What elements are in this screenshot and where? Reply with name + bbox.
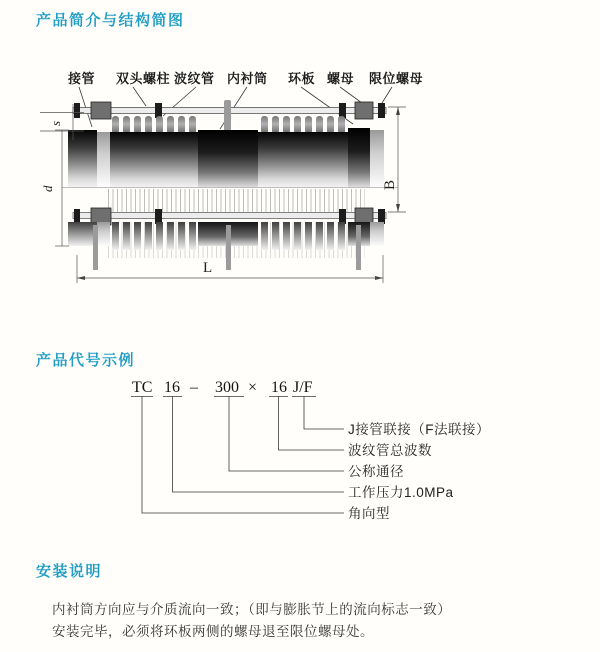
section-title-code: 产品代号示例 bbox=[36, 352, 136, 369]
install-instructions bbox=[52, 599, 572, 642]
left-weld-band bbox=[97, 132, 110, 187]
expansion-joint-diagram bbox=[0, 60, 600, 302]
label-nut: 螺母 bbox=[327, 71, 355, 86]
callout-working-pressure: 工作压力1.0MPa bbox=[348, 485, 454, 500]
center-stud bbox=[224, 100, 231, 131]
code-dn: 300 bbox=[215, 379, 239, 396]
dim-b-label: B bbox=[382, 179, 398, 190]
code-model: TC bbox=[132, 379, 153, 396]
code-times: × bbox=[248, 379, 258, 396]
section-title-install: 安装说明 bbox=[36, 563, 103, 580]
callout-angular-type: 角向型 bbox=[348, 506, 390, 521]
body-upper bbox=[68, 128, 384, 187]
dim-s-label: s bbox=[48, 120, 63, 126]
ring-plate bbox=[348, 128, 370, 187]
callout-nominal-diameter: 公称通径 bbox=[348, 464, 404, 479]
callout-connection: J接管联接（F法联接） bbox=[348, 422, 490, 437]
label-limit-nut: 限位螺母 bbox=[369, 71, 424, 86]
section-title-structure: 产品简介与结构简图 bbox=[36, 12, 185, 29]
label-inner-sleeve: 内衬筒 bbox=[227, 71, 268, 86]
product-code-figure bbox=[0, 372, 600, 532]
code-connectors bbox=[142, 403, 344, 513]
inner-section-lines bbox=[108, 189, 365, 212]
install-line-1: 内衬筒方向应与介质流向一致；（即与膨胀节上的流向标志一致） bbox=[52, 602, 452, 617]
label-double-end-stud: 双头螺柱 bbox=[116, 71, 171, 86]
bellows-shell-left bbox=[110, 132, 198, 187]
code-conn: J/F bbox=[293, 379, 313, 396]
code-dash: – bbox=[190, 379, 198, 396]
install-line-2: 安装完毕，必须将环板两侧的螺母退至限位螺母处。 bbox=[52, 623, 374, 639]
inner-sleeve-collar bbox=[198, 130, 258, 187]
label-connecting-pipe: 接管 bbox=[68, 71, 96, 86]
code-underlines bbox=[131, 397, 316, 404]
dim-b bbox=[382, 107, 406, 212]
code-pressure: 16 bbox=[164, 379, 180, 396]
right-pipe bbox=[370, 130, 384, 187]
left-pipe bbox=[68, 130, 97, 187]
label-bellows: 波纹管 bbox=[174, 71, 215, 86]
callout-wave-count: 波纹管总波数 bbox=[348, 443, 432, 458]
bellows-shell-right bbox=[258, 132, 348, 187]
code-waves: 16 bbox=[271, 379, 287, 396]
dim-l-label: L bbox=[203, 260, 213, 276]
dim-d-label: d bbox=[40, 185, 55, 192]
label-ring-plate: 环板 bbox=[288, 71, 316, 86]
